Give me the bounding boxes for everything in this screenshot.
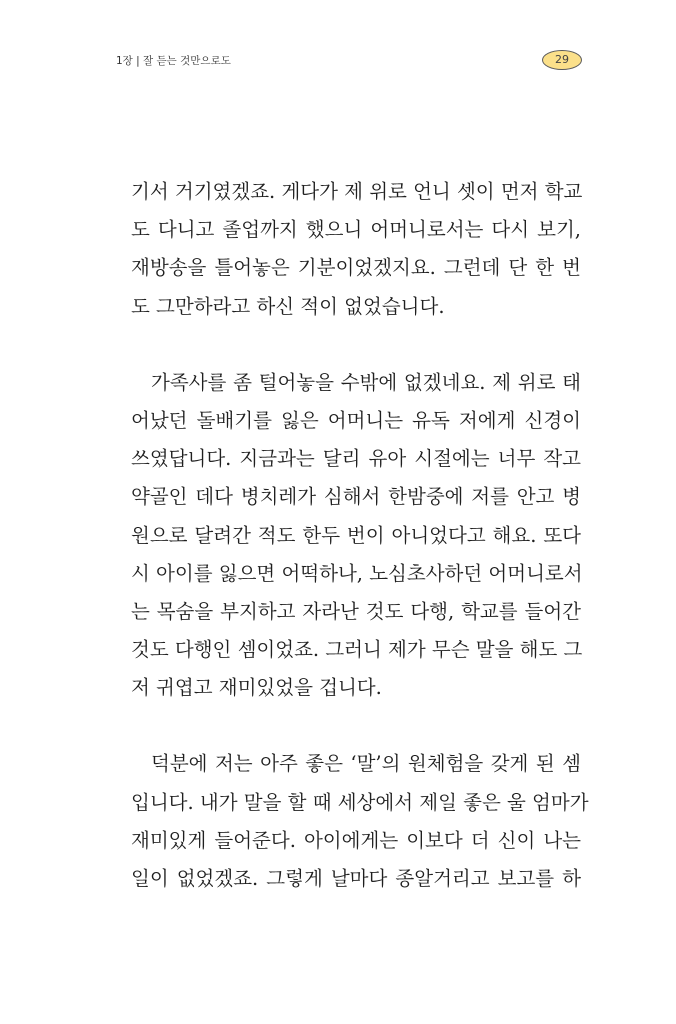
paragraph-1 (131, 173, 581, 326)
text-line: 기서 거기였겠죠. 게다가 제 위로 언니 셋이 먼저 학교 (131, 180, 583, 203)
text-line: 저 귀엽고 재미있었을 겁니다. (131, 676, 382, 700)
text-line: 는 목숨을 부지하고 자라난 것도 다행, 학교를 들어간 (131, 599, 581, 623)
text-line: 재미있게 들어준다. 아이에게는 이보다 더 신이 나는 (131, 828, 581, 852)
running-header (116, 52, 586, 70)
text-line: 일이 없었겠죠. 그렇게 날마다 종알거리고 보고를 하 (131, 867, 581, 890)
text-line: 입니다. 내가 말을 할 때 세상에서 제일 좋은 울 엄마가 (131, 790, 589, 814)
text-line: 것도 다행인 셈이었죠. 그러니 제가 무슨 말을 해도 그 (131, 638, 583, 662)
text-line: 도 다니고 졸업까지 했으니 어머니로서는 다시 보기, (131, 218, 581, 242)
paragraph-3 (131, 745, 589, 898)
text-line: 쓰였답니다. 지금과는 달리 유아 시절에는 너무 작고 (131, 447, 581, 471)
page-number-badge: 29 (542, 50, 582, 70)
text-line: 가족사를 좀 털어놓을 수밖에 없겠네요. 제 위로 태 (151, 370, 581, 394)
text-line: 원으로 달려간 적도 한두 번이 아니었다고 해요. 또다 (131, 523, 581, 547)
text-line: 도 그만하라고 하신 적이 없었습니다. (131, 294, 445, 318)
paragraph-spacer (131, 707, 581, 745)
text-line: 재방송을 틀어놓은 기분이었겠지요. 그런데 단 한 번 (131, 256, 581, 280)
paragraph-2 (131, 364, 581, 708)
text-line: 약골인 데다 병치레가 심해서 한밤중에 저를 안고 병 (131, 485, 581, 509)
text-line: 시 아이를 잃으면 어떡하나, 노심초사하던 어머니로서 (131, 561, 583, 585)
body-text (131, 173, 589, 898)
text-line: 어났던 돌배기를 잃은 어머니는 유독 저에게 신경이 (131, 408, 581, 432)
text-line: 덕분에 저는 아주 좋은 ‘말’의 원체험을 갖게 된 셈 (151, 752, 581, 776)
chapter-label: 1장 | 잘 듣는 것만으로도 (116, 55, 231, 67)
paragraph-spacer (131, 326, 581, 364)
